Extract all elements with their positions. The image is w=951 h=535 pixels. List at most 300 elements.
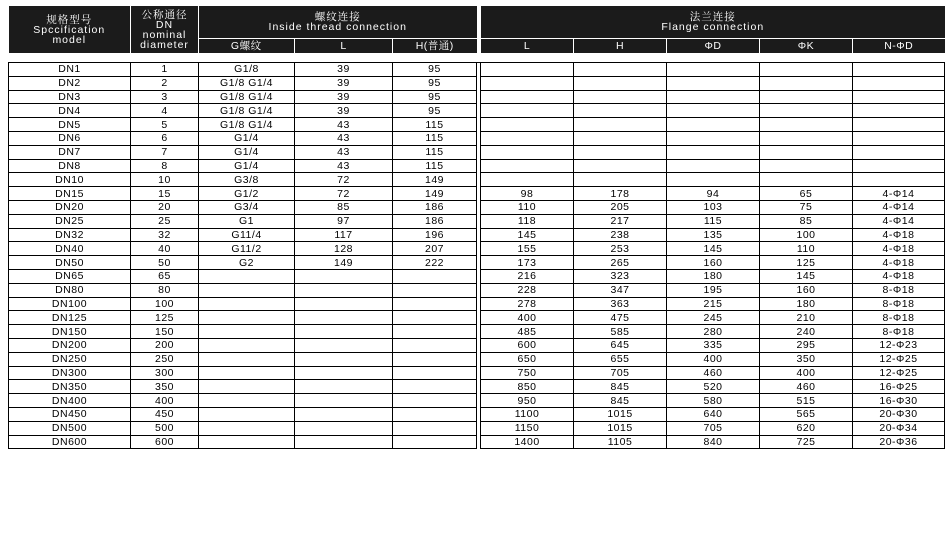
table-row	[9, 297, 945, 311]
cell-flange-phid: 520	[667, 380, 760, 394]
cell-thread-l: 43	[295, 131, 393, 145]
cell-flange-n-phid: 4-Φ14	[853, 187, 945, 201]
cell-thread-l	[295, 407, 393, 421]
cell-flange-l: 600	[481, 338, 574, 352]
cell-flange-h: 1015	[574, 407, 667, 421]
cell-flange-phik: 65	[760, 187, 853, 201]
header-model	[9, 6, 131, 53]
header-dn-en: DN	[155, 18, 174, 31]
cell-thread-h: 115	[393, 131, 477, 145]
table-row	[9, 325, 945, 339]
cell-dn: 25	[131, 214, 199, 228]
cell-thread-h: 149	[393, 187, 477, 201]
cell-thread-h: 95	[393, 104, 477, 118]
cell-flange-phik: 100	[760, 228, 853, 242]
cell-thread-l: 39	[295, 104, 393, 118]
cell-flange-n-phid	[853, 104, 945, 118]
table-row	[9, 90, 945, 104]
cell-flange-l	[481, 159, 574, 173]
cell-flange-phik	[760, 76, 853, 90]
cell-thread-g: G1/8	[199, 63, 295, 77]
cell-thread-h: 115	[393, 145, 477, 159]
cell-thread-l	[295, 325, 393, 339]
cell-flange-phik: 565	[760, 407, 853, 421]
cell-flange-h: 655	[574, 352, 667, 366]
cell-thread-h: 222	[393, 256, 477, 270]
header-thread	[199, 6, 477, 39]
cell-flange-phik: 145	[760, 269, 853, 283]
cell-flange-phik	[760, 131, 853, 145]
cell-thread-g	[199, 366, 295, 380]
table-row	[9, 145, 945, 159]
cell-flange-n-phid: 12-Φ25	[853, 352, 945, 366]
cell-flange-h	[574, 118, 667, 132]
cell-thread-g	[199, 325, 295, 339]
cell-thread-l	[295, 297, 393, 311]
cell-thread-h: 207	[393, 242, 477, 256]
table-row	[9, 352, 945, 366]
cell-flange-phid	[667, 131, 760, 145]
cell-flange-n-phid: 20-Φ36	[853, 435, 945, 449]
cell-flange-n-phid: 4-Φ18	[853, 242, 945, 256]
cell-thread-g: G11/4	[199, 228, 295, 242]
cell-model: DN20	[9, 200, 131, 214]
cell-thread-h: 115	[393, 159, 477, 173]
cell-flange-h: 363	[574, 297, 667, 311]
cell-flange-h	[574, 104, 667, 118]
cell-dn: 40	[131, 242, 199, 256]
cell-model: DN350	[9, 380, 131, 394]
cell-dn: 125	[131, 311, 199, 325]
cell-model: DN3	[9, 90, 131, 104]
cell-thread-l: 85	[295, 200, 393, 214]
cell-model: DN25	[9, 214, 131, 228]
header-dn-en3: diameter	[140, 38, 189, 51]
cell-flange-h: 845	[574, 394, 667, 408]
cell-model: DN600	[9, 435, 131, 449]
table-row	[9, 187, 945, 201]
cell-thread-l	[295, 394, 393, 408]
cell-thread-l	[295, 380, 393, 394]
cell-model: DN80	[9, 283, 131, 297]
cell-dn: 200	[131, 338, 199, 352]
cell-flange-h: 323	[574, 269, 667, 283]
cell-dn: 600	[131, 435, 199, 449]
cell-flange-phik	[760, 145, 853, 159]
cell-flange-phik: 110	[760, 242, 853, 256]
header-flange-h: H	[574, 39, 667, 54]
cell-model: DN8	[9, 159, 131, 173]
cell-thread-h	[393, 297, 477, 311]
cell-flange-n-phid: 20-Φ30	[853, 407, 945, 421]
cell-dn: 65	[131, 269, 199, 283]
cell-flange-h	[574, 90, 667, 104]
cell-flange-n-phid	[853, 76, 945, 90]
cell-dn: 8	[131, 159, 199, 173]
header-thread-h: H(普通)	[393, 39, 477, 54]
cell-thread-g	[199, 407, 295, 421]
cell-thread-g	[199, 394, 295, 408]
cell-flange-phik	[760, 159, 853, 173]
cell-flange-h: 265	[574, 256, 667, 270]
cell-flange-n-phid: 4-Φ18	[853, 228, 945, 242]
cell-flange-phid: 335	[667, 338, 760, 352]
cell-thread-g: G11/2	[199, 242, 295, 256]
cell-thread-l	[295, 435, 393, 449]
cell-dn: 32	[131, 228, 199, 242]
cell-thread-h: 149	[393, 173, 477, 187]
spec-table	[8, 6, 945, 449]
table-row	[9, 118, 945, 132]
cell-thread-l: 39	[295, 76, 393, 90]
cell-flange-phid: 103	[667, 200, 760, 214]
cell-flange-n-phid: 4-Φ18	[853, 256, 945, 270]
cell-flange-phid	[667, 76, 760, 90]
cell-flange-h: 475	[574, 311, 667, 325]
cell-flange-phik	[760, 90, 853, 104]
cell-flange-n-phid: 16-Φ30	[853, 394, 945, 408]
cell-flange-h: 645	[574, 338, 667, 352]
cell-flange-n-phid: 4-Φ14	[853, 200, 945, 214]
cell-flange-n-phid	[853, 63, 945, 77]
cell-flange-l	[481, 104, 574, 118]
cell-flange-phid: 280	[667, 325, 760, 339]
cell-thread-g: G3/4	[199, 200, 295, 214]
cell-thread-h	[393, 269, 477, 283]
cell-thread-l: 97	[295, 214, 393, 228]
table-row	[9, 159, 945, 173]
cell-thread-g: G1/2	[199, 187, 295, 201]
cell-flange-h: 205	[574, 200, 667, 214]
cell-flange-l: 228	[481, 283, 574, 297]
header-flange-en: Flange connection	[661, 21, 765, 33]
cell-flange-n-phid: 20-Φ34	[853, 421, 945, 435]
cell-thread-g: G1/4	[199, 145, 295, 159]
table-row	[9, 366, 945, 380]
cell-flange-phid	[667, 63, 760, 77]
cell-flange-h: 217	[574, 214, 667, 228]
cell-flange-l	[481, 145, 574, 159]
cell-flange-phid	[667, 145, 760, 159]
cell-thread-l: 43	[295, 118, 393, 132]
header-thread-en: Inside thread connection	[268, 21, 407, 33]
cell-flange-l	[481, 63, 574, 77]
cell-flange-phik: 125	[760, 256, 853, 270]
header-flange-n-phid: N-ΦD	[853, 39, 945, 54]
cell-flange-phid	[667, 118, 760, 132]
cell-flange-h: 238	[574, 228, 667, 242]
cell-thread-g	[199, 435, 295, 449]
table-row	[9, 380, 945, 394]
cell-thread-h: 95	[393, 63, 477, 77]
cell-thread-h: 95	[393, 90, 477, 104]
cell-thread-l: 43	[295, 145, 393, 159]
header-model-en2: model	[52, 33, 87, 46]
header-thread-l: L	[295, 39, 393, 54]
cell-flange-h: 845	[574, 380, 667, 394]
cell-flange-phik: 160	[760, 283, 853, 297]
cell-flange-l: 850	[481, 380, 574, 394]
cell-model: DN65	[9, 269, 131, 283]
cell-flange-phik: 295	[760, 338, 853, 352]
cell-flange-phid: 94	[667, 187, 760, 201]
cell-flange-l: 950	[481, 394, 574, 408]
cell-flange-phik: 400	[760, 366, 853, 380]
cell-model: DN300	[9, 366, 131, 380]
cell-flange-phid: 460	[667, 366, 760, 380]
cell-dn: 7	[131, 145, 199, 159]
cell-model: DN15	[9, 187, 131, 201]
cell-flange-l: 750	[481, 366, 574, 380]
cell-thread-g	[199, 380, 295, 394]
cell-flange-n-phid	[853, 159, 945, 173]
cell-flange-l: 278	[481, 297, 574, 311]
cell-thread-g	[199, 352, 295, 366]
table-row	[9, 283, 945, 297]
table-row	[9, 214, 945, 228]
cell-dn: 6	[131, 131, 199, 145]
table-row	[9, 421, 945, 435]
cell-flange-n-phid: 8-Φ18	[853, 325, 945, 339]
cell-thread-l	[295, 338, 393, 352]
table-row	[9, 269, 945, 283]
cell-flange-phid	[667, 159, 760, 173]
cell-model: DN2	[9, 76, 131, 90]
cell-flange-h: 585	[574, 325, 667, 339]
cell-flange-h	[574, 63, 667, 77]
header-flange-phik: ΦK	[760, 39, 853, 54]
cell-flange-h	[574, 173, 667, 187]
cell-thread-l: 149	[295, 256, 393, 270]
cell-flange-n-phid: 8-Φ18	[853, 283, 945, 297]
cell-flange-l: 155	[481, 242, 574, 256]
cell-flange-h: 253	[574, 242, 667, 256]
cell-flange-h: 705	[574, 366, 667, 380]
cell-flange-l: 1150	[481, 421, 574, 435]
cell-flange-h	[574, 131, 667, 145]
cell-dn: 5	[131, 118, 199, 132]
cell-flange-n-phid: 8-Φ18	[853, 297, 945, 311]
cell-flange-h	[574, 145, 667, 159]
cell-model: DN5	[9, 118, 131, 132]
cell-dn: 20	[131, 200, 199, 214]
cell-flange-l	[481, 118, 574, 132]
cell-flange-l: 98	[481, 187, 574, 201]
cell-dn: 450	[131, 407, 199, 421]
cell-thread-g: G1/8 G1/4	[199, 90, 295, 104]
table-row	[9, 76, 945, 90]
table-row	[9, 63, 945, 77]
cell-dn: 15	[131, 187, 199, 201]
cell-flange-phik: 620	[760, 421, 853, 435]
cell-flange-l	[481, 173, 574, 187]
cell-dn: 300	[131, 366, 199, 380]
cell-flange-phid: 640	[667, 407, 760, 421]
cell-thread-l	[295, 269, 393, 283]
table-row	[9, 407, 945, 421]
cell-thread-h	[393, 421, 477, 435]
cell-model: DN250	[9, 352, 131, 366]
cell-model: DN150	[9, 325, 131, 339]
header-dn	[131, 6, 199, 53]
cell-flange-phid: 245	[667, 311, 760, 325]
cell-flange-phik	[760, 104, 853, 118]
cell-dn: 1	[131, 63, 199, 77]
cell-flange-n-phid	[853, 145, 945, 159]
cell-thread-g	[199, 421, 295, 435]
cell-thread-h: 186	[393, 200, 477, 214]
cell-thread-h: 115	[393, 118, 477, 132]
cell-dn: 150	[131, 325, 199, 339]
cell-dn: 4	[131, 104, 199, 118]
cell-flange-l: 1400	[481, 435, 574, 449]
cell-thread-l: 39	[295, 90, 393, 104]
cell-flange-n-phid	[853, 118, 945, 132]
cell-model: DN100	[9, 297, 131, 311]
cell-thread-g: G2	[199, 256, 295, 270]
header-flange-zh: 法兰连接	[689, 11, 736, 23]
cell-flange-phik	[760, 173, 853, 187]
cell-thread-g: G3/8	[199, 173, 295, 187]
cell-model: DN40	[9, 242, 131, 256]
header-model-zh: 规格型号	[46, 13, 93, 26]
cell-model: DN450	[9, 407, 131, 421]
table-row	[9, 311, 945, 325]
cell-dn: 350	[131, 380, 199, 394]
cell-model: DN200	[9, 338, 131, 352]
cell-flange-phik: 350	[760, 352, 853, 366]
cell-thread-g	[199, 311, 295, 325]
cell-dn: 10	[131, 173, 199, 187]
cell-flange-phid: 135	[667, 228, 760, 242]
cell-model: DN10	[9, 173, 131, 187]
cell-flange-l: 1100	[481, 407, 574, 421]
cell-flange-phik	[760, 118, 853, 132]
cell-thread-g: G1/4	[199, 131, 295, 145]
cell-thread-l: 43	[295, 159, 393, 173]
header-dn-zh: 公称通径	[141, 8, 188, 21]
cell-flange-phid: 840	[667, 435, 760, 449]
cell-flange-phik: 240	[760, 325, 853, 339]
cell-thread-l: 117	[295, 228, 393, 242]
cell-flange-phik: 85	[760, 214, 853, 228]
cell-dn: 3	[131, 90, 199, 104]
cell-thread-l	[295, 421, 393, 435]
table-row	[9, 256, 945, 270]
cell-flange-phik: 75	[760, 200, 853, 214]
cell-dn: 400	[131, 394, 199, 408]
header-model-en: Spccification	[33, 23, 106, 36]
cell-flange-phid	[667, 173, 760, 187]
cell-flange-l	[481, 90, 574, 104]
cell-thread-h	[393, 325, 477, 339]
spec-table-body	[9, 53, 945, 449]
header-flange	[481, 6, 945, 39]
cell-dn: 250	[131, 352, 199, 366]
cell-flange-n-phid	[853, 173, 945, 187]
cell-flange-h: 347	[574, 283, 667, 297]
cell-flange-l	[481, 76, 574, 90]
cell-flange-n-phid	[853, 90, 945, 104]
cell-thread-g: G1/8 G1/4	[199, 76, 295, 90]
cell-flange-phik: 515	[760, 394, 853, 408]
table-row	[9, 104, 945, 118]
cell-model: DN125	[9, 311, 131, 325]
cell-flange-n-phid: 4-Φ18	[853, 269, 945, 283]
cell-thread-h: 196	[393, 228, 477, 242]
cell-flange-n-phid: 8-Φ18	[853, 311, 945, 325]
table-row	[9, 394, 945, 408]
cell-thread-g: G1/8 G1/4	[199, 104, 295, 118]
cell-flange-phik	[760, 63, 853, 77]
cell-flange-phid: 400	[667, 352, 760, 366]
table-row	[9, 338, 945, 352]
cell-thread-h	[393, 311, 477, 325]
cell-model: DN32	[9, 228, 131, 242]
cell-thread-g: G1/4	[199, 159, 295, 173]
cell-model: DN1	[9, 63, 131, 77]
cell-flange-h: 1015	[574, 421, 667, 435]
cell-flange-h: 178	[574, 187, 667, 201]
cell-flange-h	[574, 76, 667, 90]
cell-thread-g	[199, 297, 295, 311]
table-row	[9, 228, 945, 242]
cell-flange-phik: 725	[760, 435, 853, 449]
cell-dn: 2	[131, 76, 199, 90]
cell-flange-l: 173	[481, 256, 574, 270]
cell-flange-phid: 145	[667, 242, 760, 256]
header-thread-zh: 螺纹连接	[314, 11, 361, 23]
gap-cell	[9, 53, 945, 63]
cell-flange-phid: 160	[667, 256, 760, 270]
cell-thread-l	[295, 366, 393, 380]
cell-thread-l: 72	[295, 173, 393, 187]
cell-thread-g: G1/8 G1/4	[199, 118, 295, 132]
cell-flange-phid: 215	[667, 297, 760, 311]
cell-thread-h	[393, 352, 477, 366]
cell-thread-g	[199, 338, 295, 352]
cell-thread-g: G1	[199, 214, 295, 228]
cell-thread-l	[295, 311, 393, 325]
cell-flange-phid	[667, 104, 760, 118]
cell-model: DN400	[9, 394, 131, 408]
cell-flange-h: 1105	[574, 435, 667, 449]
cell-flange-n-phid: 16-Φ25	[853, 380, 945, 394]
cell-flange-l: 216	[481, 269, 574, 283]
cell-thread-l	[295, 283, 393, 297]
cell-flange-l: 110	[481, 200, 574, 214]
cell-thread-h: 186	[393, 214, 477, 228]
cell-thread-h	[393, 394, 477, 408]
cell-flange-l: 400	[481, 311, 574, 325]
cell-thread-g	[199, 283, 295, 297]
cell-model: DN6	[9, 131, 131, 145]
header-dn-en2: nominal	[142, 28, 187, 41]
header-flange-l: L	[481, 39, 574, 54]
cell-dn: 500	[131, 421, 199, 435]
cell-dn: 80	[131, 283, 199, 297]
cell-thread-l	[295, 352, 393, 366]
table-row	[9, 200, 945, 214]
header-thread-g: G螺纹	[199, 39, 295, 54]
cell-flange-l	[481, 131, 574, 145]
cell-flange-phik: 210	[760, 311, 853, 325]
cell-thread-h: 95	[393, 76, 477, 90]
cell-flange-n-phid	[853, 131, 945, 145]
table-row	[9, 131, 945, 145]
cell-flange-phid: 580	[667, 394, 760, 408]
cell-thread-h	[393, 338, 477, 352]
